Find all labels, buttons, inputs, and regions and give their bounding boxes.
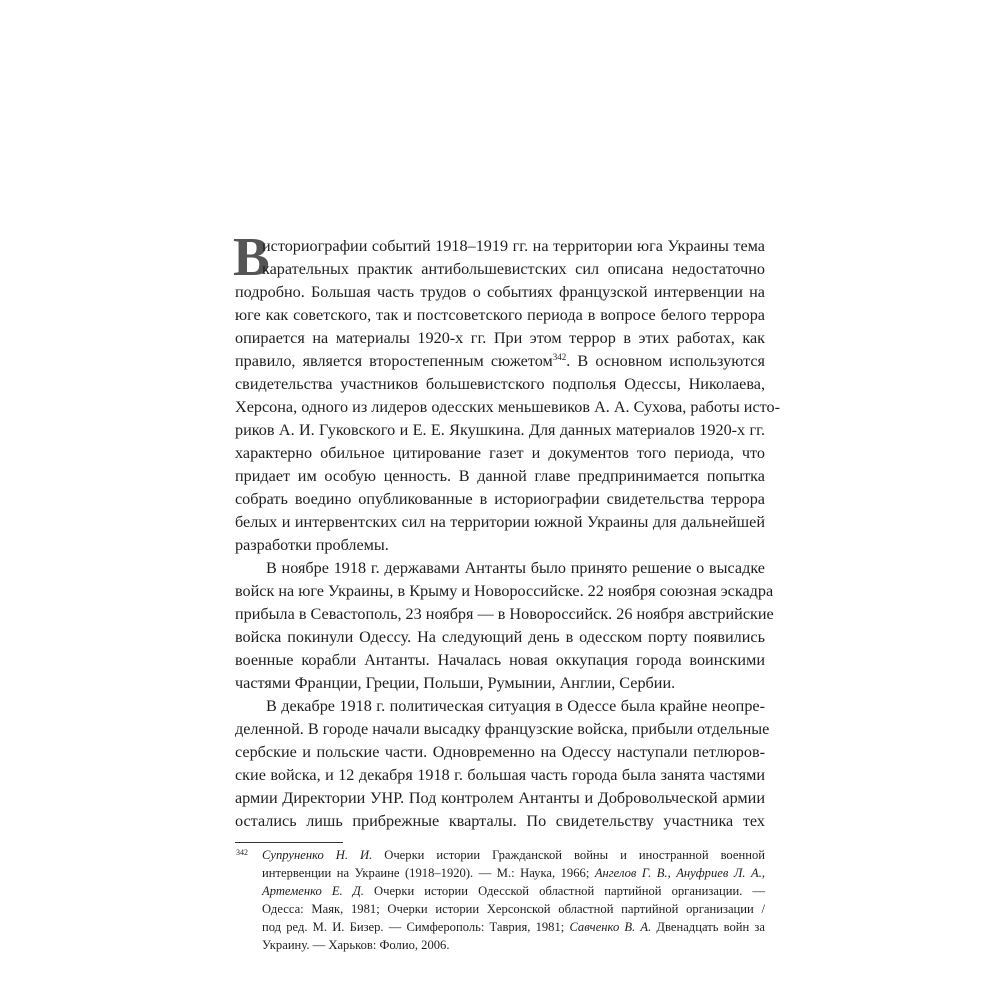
body-line: риков А. И. Гуковского и Е. Е. Якушкина. Для данных материалов 1920-х гг. bbox=[235, 421, 765, 439]
footnote-line bbox=[262, 918, 765, 936]
body-line: карательных практик антибольшевистских сил описана недостаточно bbox=[262, 260, 765, 278]
footnote-author: Ангелов Г. В., Ануфриев Л. А., bbox=[594, 866, 765, 880]
body-line: Херсона, одного из лидеров одесских меньшевиков А. А. Сухова, работы исто- bbox=[235, 398, 780, 416]
footnote-text: Очерки истории Гражданской войны и иностранной военной bbox=[372, 848, 765, 862]
body-line: подробно. Большая часть трудов о событиях французской интервенции на bbox=[235, 283, 765, 301]
drop-cap: В bbox=[233, 226, 270, 287]
body-line: характерно обильное цитирование газет и документов того периода, что bbox=[235, 444, 765, 462]
body-line: частями Франции, Греции, Польши, Румынии, Англии, Сербии. bbox=[235, 674, 676, 692]
body-line: военные корабли Антанты. Началась новая оккупация города воинскими bbox=[235, 651, 765, 669]
footnote-line bbox=[262, 846, 765, 864]
footnote-line: Одесса: Маяк, 1981; Очерки истории Херсонской областной партийной организации / bbox=[262, 902, 765, 916]
body-line: сербские и польские части. Одновременно на Одессу наступали петлюров- bbox=[235, 743, 765, 761]
body-line: историографии событий 1918–1919 гг. на территории юга Украины тема bbox=[262, 237, 765, 255]
body-line: войска покинули Одессу. На следующий день в одесском порту появились bbox=[235, 628, 765, 646]
body-line: войск на юге Украины, в Крыму и Новороссийске. 22 ноября союзная эскадра bbox=[235, 582, 774, 600]
body-line: остались лишь прибрежные кварталы. По свидетельству участника тех bbox=[235, 812, 765, 830]
body-line: ские войска, и 12 декабря 1918 г. большая часть города была занята частями bbox=[235, 766, 765, 784]
body-line: собрать воедино опубликованные в историографии свидетельства террора bbox=[235, 490, 765, 508]
footnote-line bbox=[262, 864, 765, 882]
body-line: разработки проблемы. bbox=[235, 536, 389, 554]
body-line bbox=[235, 350, 765, 372]
body-line: В ноябре 1918 г. державами Антанты было принято решение о высадке bbox=[266, 559, 765, 577]
footnote-author: Артеменко Е. Д. bbox=[262, 884, 364, 898]
body-line: деленной. В городе начали высадку французские войска, прибыли отдельные bbox=[235, 720, 770, 738]
body-line: свидетельства участников большевистского подполья Одессы, Николаева, bbox=[235, 375, 765, 393]
footnote-text: Очерки истории Одесской областной партийной организации. — bbox=[363, 884, 766, 898]
footnote-text: Двенадцать войн за bbox=[651, 920, 765, 934]
footnote-separator bbox=[235, 842, 343, 843]
body-line: опирается на материалы 1920-х гг. При этом террор в этих работах, как bbox=[235, 329, 765, 347]
body-line: юге как советского, так и постсоветского периода в вопросе белого террора bbox=[235, 306, 765, 324]
footnote-line: Украину. — Харьков: Фолио, 2006. bbox=[262, 938, 450, 952]
footnote-text: интервенции на Украине (1918–1920). — М.: Наука, 1966; bbox=[262, 866, 595, 880]
body-line: прибыла в Севастополь, 23 ноября — в Новороссийск. 26 ноября австрийские bbox=[235, 605, 774, 623]
footnote-text: под ред. М. И. Бизер. — Симферополь: Таврия, 1981; bbox=[262, 920, 570, 934]
body-line-text: . В основном используются bbox=[566, 352, 765, 370]
footnote-author: Савченко В. А. bbox=[569, 920, 652, 934]
footnote-number: 342 bbox=[236, 848, 248, 857]
body-line: белых и интервентских сил на территории южной Украины для дальнейшей bbox=[235, 513, 765, 531]
body-line: придает им особую ценность. В данной главе предпринимается попытка bbox=[235, 467, 765, 485]
body-line-text: правило, является второстепенным сюжетом bbox=[235, 352, 553, 370]
body-line: В декабре 1918 г. политическая ситуация в Одессе была крайне неопре- bbox=[266, 697, 765, 715]
body-line: армии Директории УНР. Под контролем Антанты и Добровольческой армии bbox=[235, 789, 765, 807]
footnote-reference[interactable]: 342 bbox=[552, 352, 567, 362]
footnote-author: Супруненко Н. И. bbox=[262, 848, 373, 862]
footnote-line bbox=[262, 882, 765, 900]
